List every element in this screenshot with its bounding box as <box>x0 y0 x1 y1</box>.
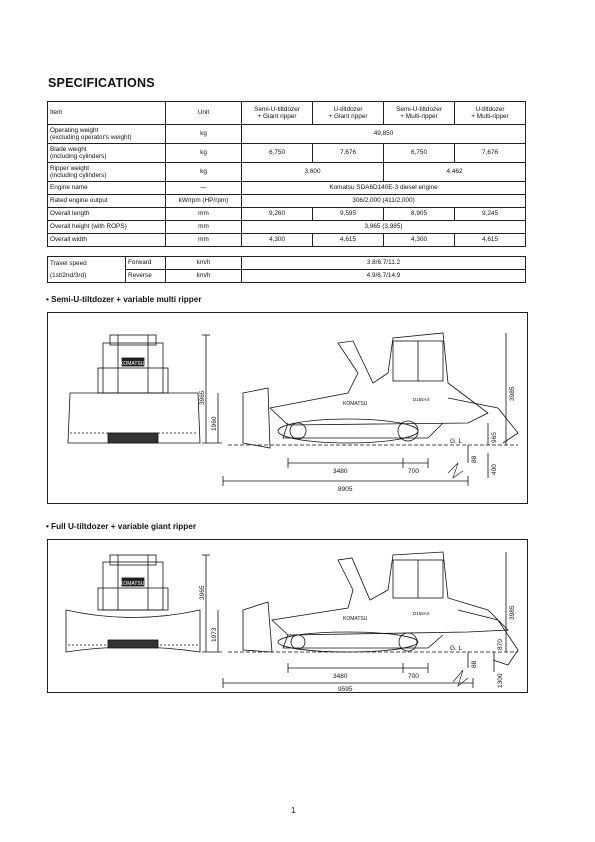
specifications-table <box>47 101 526 247</box>
row-value: 4,300 <box>242 234 313 247</box>
figure1-svg <box>48 313 527 503</box>
front-view <box>66 555 200 652</box>
dim-700: 700 <box>408 673 419 680</box>
dim-front-height-outer: 3965 <box>199 585 206 600</box>
row-label: Rated engine output <box>48 195 166 208</box>
row-label: Overall length <box>48 208 166 221</box>
row-value: 9,595 <box>313 208 384 221</box>
dim-front-height-inner: 1960 <box>211 416 218 431</box>
row-sublabel: Reverse <box>126 270 166 283</box>
row-unit: mm <box>166 221 242 234</box>
table-row <box>48 144 526 163</box>
header-col1 <box>242 102 313 125</box>
dim-870: 870 <box>497 639 504 650</box>
row-unit: kg <box>166 125 242 144</box>
side-view <box>243 333 518 448</box>
dim-base: 3480 <box>333 468 348 475</box>
dim-965: 965 <box>491 432 498 443</box>
header-col4-text: U-tiltdozer + Multi-ripper <box>471 105 509 120</box>
dim-88: 88 <box>471 455 478 463</box>
ground-line-label: G. L <box>450 645 463 652</box>
row-label: Ripper weight (including cylinders) <box>48 163 166 182</box>
table-row <box>48 257 526 270</box>
model-label: D155AX <box>413 611 430 616</box>
row-value: 9,245 <box>455 208 526 221</box>
model-label: D155AX <box>413 397 430 402</box>
table-row <box>48 125 526 144</box>
dim-side-height: 3985 <box>509 386 516 401</box>
row-value: 3.8/6.7/11.2 <box>242 257 526 270</box>
dim-1300: 1300 <box>497 673 504 688</box>
dim-side-height: 3985 <box>509 605 516 620</box>
row-value: 7,676 <box>455 144 526 163</box>
row-value: 4,300 <box>384 234 455 247</box>
front-logo: KOMATSU <box>120 361 145 367</box>
row-value: 6,750 <box>384 144 455 163</box>
row-sublabel: Forward <box>126 257 166 270</box>
table-row <box>48 163 526 182</box>
row-value: 3,965 (3,985) <box>242 221 526 234</box>
header-item: Item <box>48 102 166 125</box>
row-value: 4.9/8.7/14.9 <box>242 270 526 283</box>
table-header-row <box>48 102 526 125</box>
row-unit: mm <box>166 208 242 221</box>
row-value: 3,600 <box>242 163 384 182</box>
row-unit: kW/rpm (HP/rpm) <box>166 195 242 208</box>
row-value: 9,260 <box>242 208 313 221</box>
front-logo: KOMATSU <box>120 581 145 587</box>
row-label: Operating weight (excluding operator's weight) <box>48 125 166 144</box>
row-label-2: (1st/2nd/3rd) <box>48 270 126 283</box>
side-logo: KOMATSU <box>343 616 368 622</box>
row-value: Komatsu SDA6D140E-3 diesel engine <box>242 182 526 195</box>
dim-length: 9595 <box>338 686 353 692</box>
header-col2 <box>313 102 384 125</box>
header-unit: Unit <box>166 102 242 125</box>
travel-speed-table <box>47 256 526 283</box>
dim-700: 700 <box>408 468 419 475</box>
page-number: 1 <box>291 806 296 815</box>
row-label: Engine name <box>48 182 166 195</box>
row-value: 306/2,000 (411/2,000) <box>242 195 526 208</box>
header-col3-text: Semi-U-tiltdozer + Multi-ripper <box>396 105 442 120</box>
row-unit: kg <box>166 163 242 182</box>
side-view <box>243 552 518 665</box>
row-value: 6,750 <box>242 144 313 163</box>
ground-line-label: G. L <box>450 438 463 445</box>
header-col1-text: Semi-U-tiltdozer + Giant ripper <box>254 105 300 120</box>
dim-length: 8905 <box>338 486 353 493</box>
row-unit: km/h <box>166 257 242 270</box>
figure2-svg <box>48 540 527 692</box>
row-value: 4,462 <box>384 163 526 182</box>
table-row <box>48 182 526 195</box>
table-row <box>48 208 526 221</box>
dim-400: 400 <box>491 464 498 475</box>
row-unit: km/h <box>166 270 242 283</box>
dim-88: 88 <box>471 660 478 668</box>
table-row <box>48 234 526 247</box>
table-row <box>48 221 526 234</box>
header-col2-text: U-tiltdozer + Giant ripper <box>328 105 368 120</box>
figure1-drawing <box>47 312 528 504</box>
header-col3 <box>384 102 455 125</box>
row-unit: mm <box>166 234 242 247</box>
row-value: 7,676 <box>313 144 384 163</box>
dim-front-height-inner: 1973 <box>211 627 218 642</box>
row-label: Overall height (with ROPS) <box>48 221 166 234</box>
page-title: SPECIFICATIONS <box>48 76 155 90</box>
row-unit: kg <box>166 144 242 163</box>
dim-front-height-outer: 3965 <box>199 390 206 405</box>
table-row <box>48 270 526 283</box>
figure2-drawing <box>47 539 528 693</box>
row-value: 49,850 <box>242 125 526 144</box>
dim-base: 3480 <box>333 673 348 680</box>
figure1-caption: • Semi-U-tiltdozer + variable multi ripper <box>46 295 202 304</box>
header-col4 <box>455 102 526 125</box>
row-label: Blade weight (including cylinders) <box>48 144 166 163</box>
figure2-caption: • Full U-tiltdozer + variable giant ripper <box>46 522 197 531</box>
front-view <box>68 335 200 443</box>
table-row <box>48 195 526 208</box>
row-value: 4,615 <box>313 234 384 247</box>
row-label: Travel speed <box>48 257 126 270</box>
row-unit: — <box>166 182 242 195</box>
row-label: Overall width <box>48 234 166 247</box>
row-value: 4,615 <box>455 234 526 247</box>
side-logo: KOMATSU <box>343 401 368 407</box>
row-value: 8,905 <box>384 208 455 221</box>
